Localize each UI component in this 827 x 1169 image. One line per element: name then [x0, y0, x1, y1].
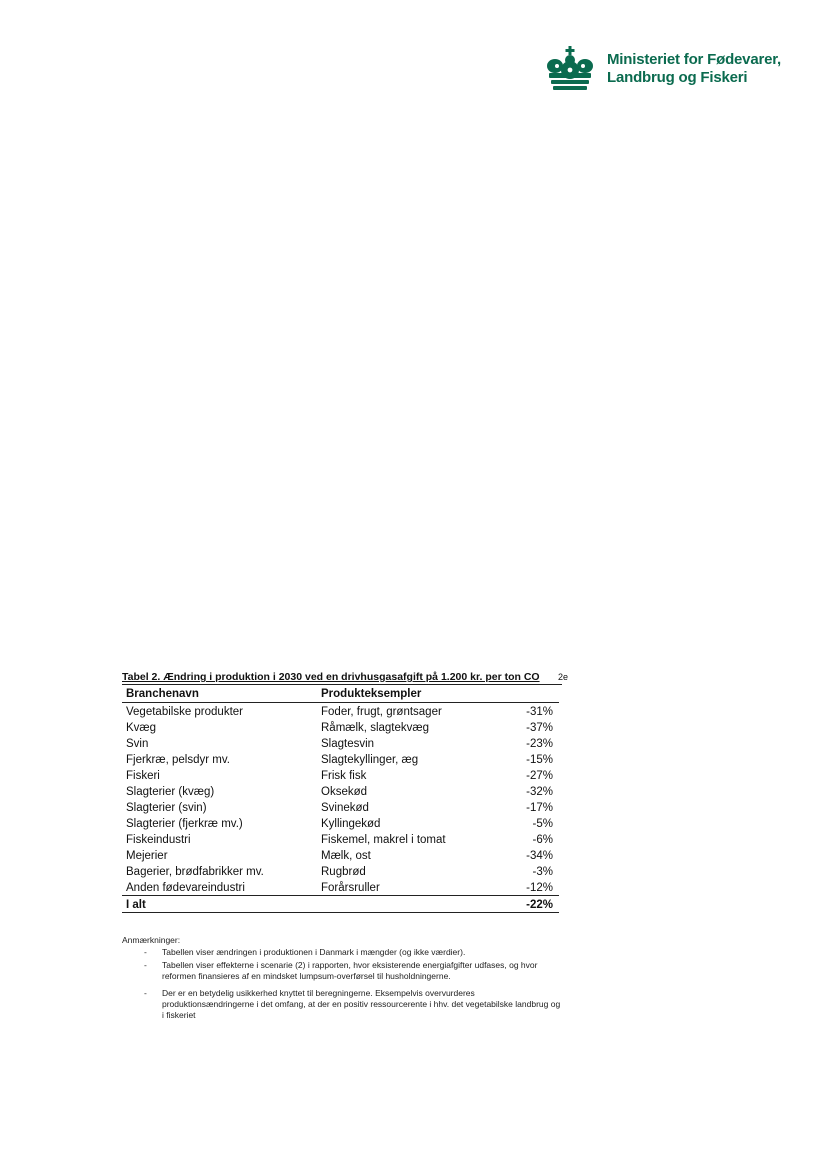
cell-change: -6% [532, 833, 553, 846]
cell-produkteksempler: Mælk, ost [321, 849, 371, 862]
cell-change: -23% [526, 737, 553, 750]
cell-change: -12% [526, 881, 553, 894]
production-table-section [122, 671, 568, 913]
ministry-name [607, 51, 781, 87]
cell-branchenavn: Mejerier [126, 849, 168, 862]
table-row [122, 847, 559, 863]
table-caption-suffix: 2e [557, 672, 568, 682]
table-row [122, 879, 559, 896]
cell-produkteksempler: Rugbrød [321, 865, 366, 878]
cell-produkteksempler: Forårsruller [321, 881, 380, 894]
cell-change: -3% [532, 865, 553, 878]
cell-produkteksempler: Fiskemel, makrel i tomat [321, 833, 446, 846]
table-header-row [122, 685, 559, 703]
cell-branchenavn: Slagterier (fjerkræ mv.) [126, 817, 243, 830]
cell-change: -31% [526, 705, 553, 718]
table-row [122, 783, 559, 799]
cell-branchenavn: Kvæg [126, 721, 157, 734]
cell-produkteksempler: Oksekød [321, 785, 368, 798]
cell-produkteksempler: Slagtekyllinger, æg [321, 753, 419, 766]
table-caption-text: Tabel 2. Ændring i produktion i 2030 ved en drivhusgasafgift på 1.200 kr. per ton CO [122, 671, 540, 683]
cell-change: -32% [526, 785, 553, 798]
cell-branchenavn: Anden fødevareindustri [126, 881, 245, 894]
note-text: Tabellen viser effekterne i scenarie (2) i rapporten, hvor eksisterende energiafgifter udfases, og hvor reformen finansieres af en mindsket lumpsum-overførsel til husholdningerne. [162, 960, 538, 981]
cell-branchenavn: Slagterier (svin) [126, 801, 207, 814]
cell-produkteksempler: Foder, frugt, grøntsager [321, 705, 442, 718]
cell-produkteksempler: Svinekød [321, 801, 369, 814]
table-row [122, 703, 559, 720]
table-row [122, 863, 559, 879]
cell-change: -17% [526, 801, 553, 814]
cell-branchenavn: Fjerkræ, pelsdyr mv. [126, 753, 230, 766]
cell-branchenavn: Svin [126, 737, 149, 750]
cell-branchenavn: Bagerier, brødfabrikker mv. [126, 865, 264, 878]
table-row [122, 719, 559, 735]
cell-branchenavn: Fiskeri [126, 769, 160, 782]
table-row [122, 815, 559, 831]
header-change [510, 685, 559, 703]
note-item: - Tabellen viser effekterne i scenarie (2) i rapporten, hvor eksisterende energiafgifter udfases, og hvor reformen finansieres af en mindsket lumpsum-overførsel til husholdningerne. [144, 960, 538, 981]
cell-change: -15% [526, 753, 553, 766]
table-row [122, 767, 559, 783]
table-row [122, 831, 559, 847]
cell-produkteksempler: Slagtesvin [321, 737, 375, 750]
cell-branchenavn: Vegetabilske produkter [126, 705, 243, 718]
cell-branchenavn: Slagterier (kvæg) [126, 785, 215, 798]
ministry-name-line2: Landbrug og Fiskeri [607, 69, 748, 86]
note-text: Tabellen viser ændringen i produktionen i Danmark i mængder (og ikke værdier). [162, 947, 466, 957]
table-notes [122, 935, 562, 1023]
cell-change: -27% [526, 769, 553, 782]
table-caption [122, 671, 568, 685]
cell-change: -5% [532, 817, 553, 830]
cell-produkteksempler: Kyllingekød [321, 817, 381, 830]
total-cell-produkteksempler [317, 896, 510, 913]
cell-produkteksempler: Råmælk, slagtekvæg [321, 721, 430, 734]
note-item: - Tabellen viser ændringen i produktionen i Danmark i mængder (og ikke værdier). [144, 947, 466, 957]
cell-produkteksempler: Frisk fisk [321, 769, 367, 782]
table-row [122, 735, 559, 751]
table-total-row [122, 896, 559, 913]
header-branchenavn: Branchenavn [122, 685, 317, 703]
table-row [122, 799, 559, 815]
header-produkteksempler: Produkteksempler [317, 685, 510, 703]
crown-icon [543, 46, 597, 92]
cell-change: -34% [526, 849, 553, 862]
ministry-name-line1: Ministeriet for Fødevarer, [607, 51, 782, 68]
notes-title: Anmærkninger: [122, 935, 181, 945]
total-cell-branchenavn: I alt [122, 896, 317, 913]
total-cell-change: -22% [510, 896, 559, 913]
note-text: Der er en betydelig usikkerhed knyttet til beregningerne. Eksempelvis overvurderes produktionsændringerne i det omfang, at der en positiv ressourcerente i hhv. det vegetabilske landbrug og i fiskeriet [162, 988, 561, 1020]
notes-list [122, 947, 562, 1021]
note-item: - Der er en betydelig usikkerhed knyttet til beregningerne. Eksempelvis overvurderes produktionsændringerne i det omfang, at der en positiv ressourcerente i hhv. det vegetabilske landbrug og i fiskeriet [144, 988, 561, 1020]
cell-branchenavn: Fiskeindustri [126, 833, 191, 846]
cell-change: -37% [526, 721, 553, 734]
table-row [122, 751, 559, 767]
ministry-logo [543, 46, 781, 92]
production-table [122, 685, 559, 913]
